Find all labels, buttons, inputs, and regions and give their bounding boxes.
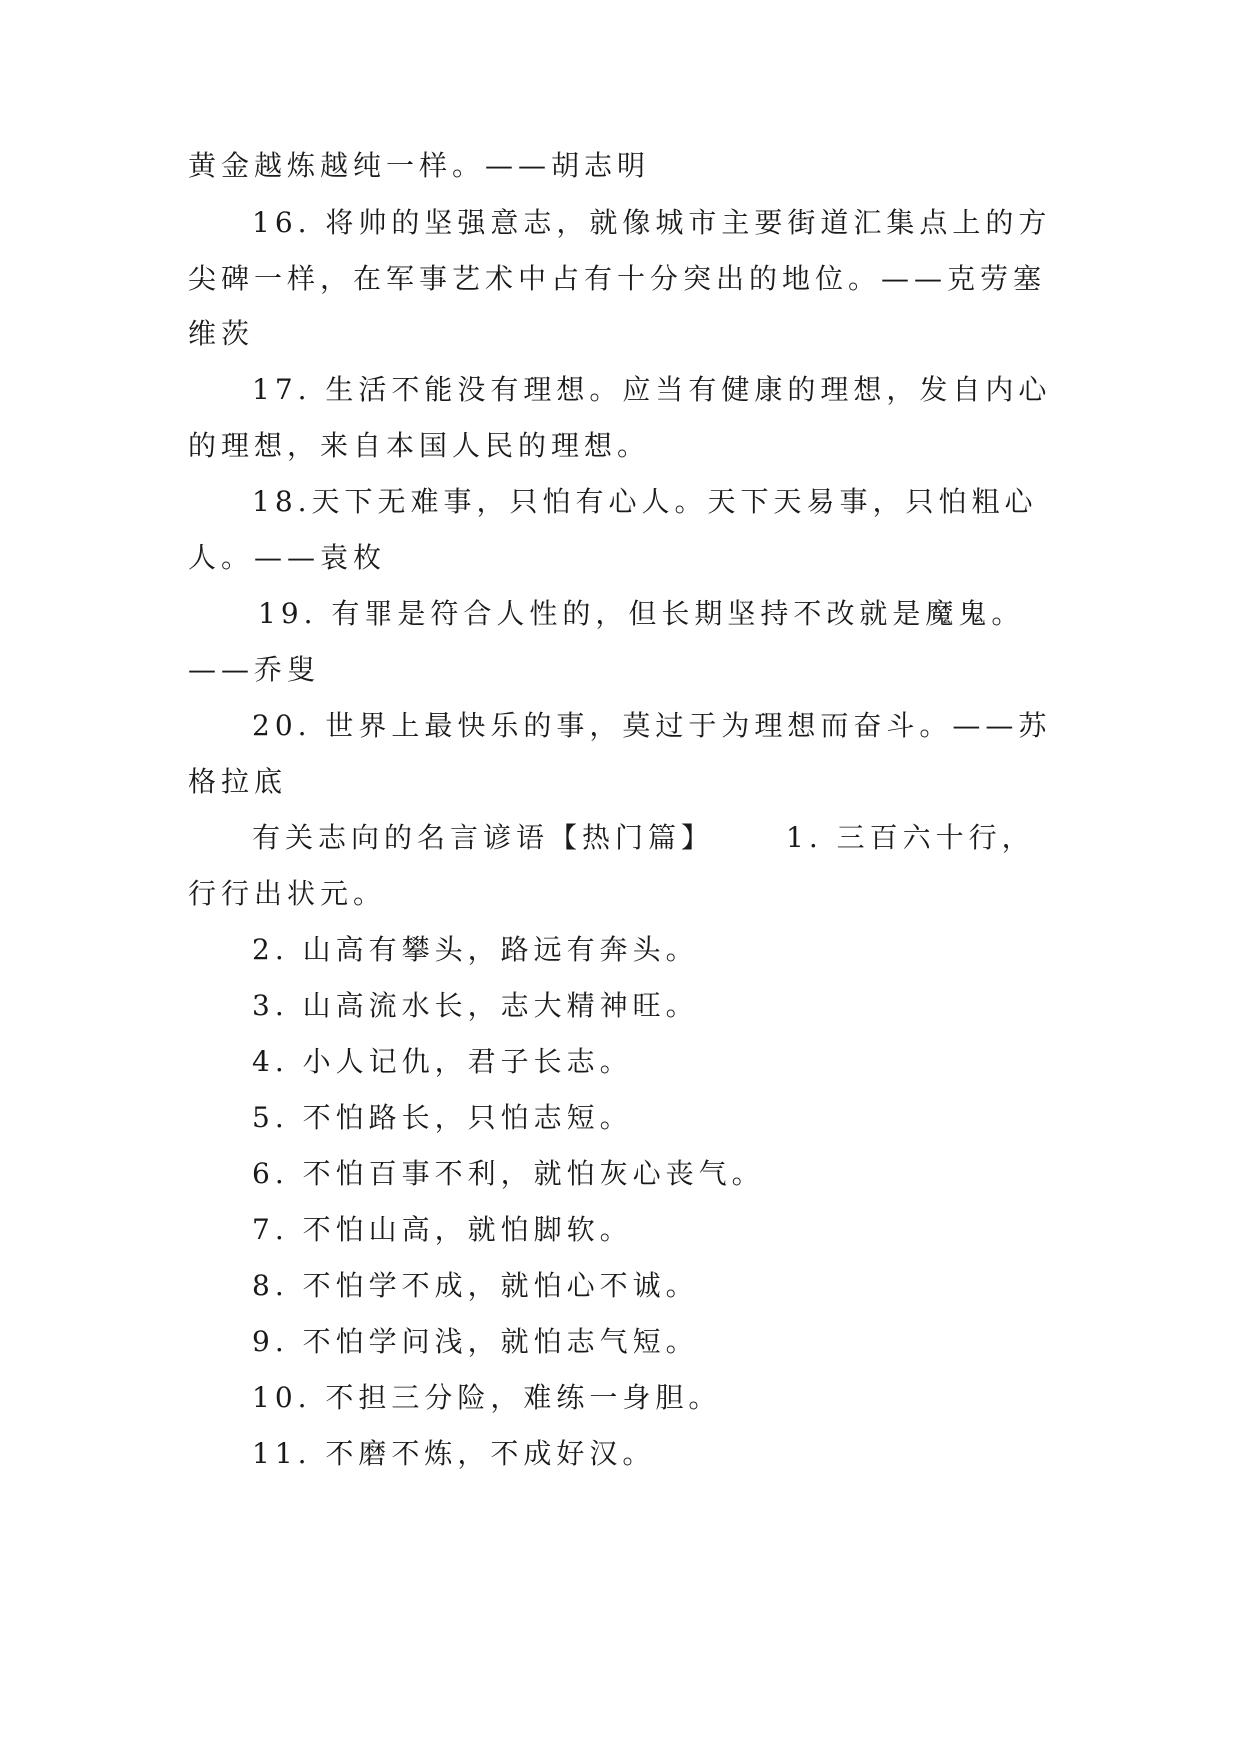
text-line: 20. 世界上最快乐的事，莫过于为理想而奋斗。——苏 [252,709,1052,742]
text-line: 维茨 [188,317,255,350]
text-line: ——乔叟 [188,653,321,686]
text-line: 19. 有罪是符合人性的，但长期坚持不改就是魔鬼。 [258,597,1025,630]
text-line: 17. 生活不能没有理想。应当有健康的理想，发自内心 [252,373,1052,406]
list-item: 8. 不怕学不成，就怕心不诚。 [252,1269,699,1302]
text-line: 行行出状元。 [188,877,387,910]
list-item: 10. 不担三分险，难练一身胆。 [252,1381,722,1414]
section-heading: 有关志向的名言谚语【热门篇】 [252,821,715,854]
text-line: 人。——袁枚 [188,541,387,574]
text-line: 18.天下无难事，只怕有心人。天下天易事，只怕粗心 [252,485,1038,518]
text-line: 尖碑一样，在军事艺术中占有十分突出的地位。——克劳塞 [188,262,1047,295]
text-line: 的理想，来自本国人民的理想。 [188,429,651,462]
list-item: 6. 不怕百事不利，就怕灰心丧气。 [252,1157,765,1190]
list-item: 4. 小人记仇，君子长志。 [252,1045,633,1078]
list-item: 3. 山高流水长，志大精神旺。 [252,989,699,1022]
list-item: 9. 不怕学问浅，就怕志气短。 [252,1325,699,1358]
text-line: 格拉底 [188,765,288,798]
text-line: 16. 将帅的坚强意志，就像城市主要街道汇集点上的方 [252,206,1052,239]
list-item: 2. 山高有攀头，路远有奔头。 [252,933,699,966]
text-line: 黄金越炼越纯一样。——胡志明 [188,149,651,182]
text-line: 1. 三百六十行， [786,821,1035,854]
list-item: 11. 不磨不炼，不成好汉。 [252,1437,656,1470]
list-item: 7. 不怕山高，就怕脚软。 [252,1213,633,1246]
list-item: 5. 不怕路长，只怕志短。 [252,1101,633,1134]
